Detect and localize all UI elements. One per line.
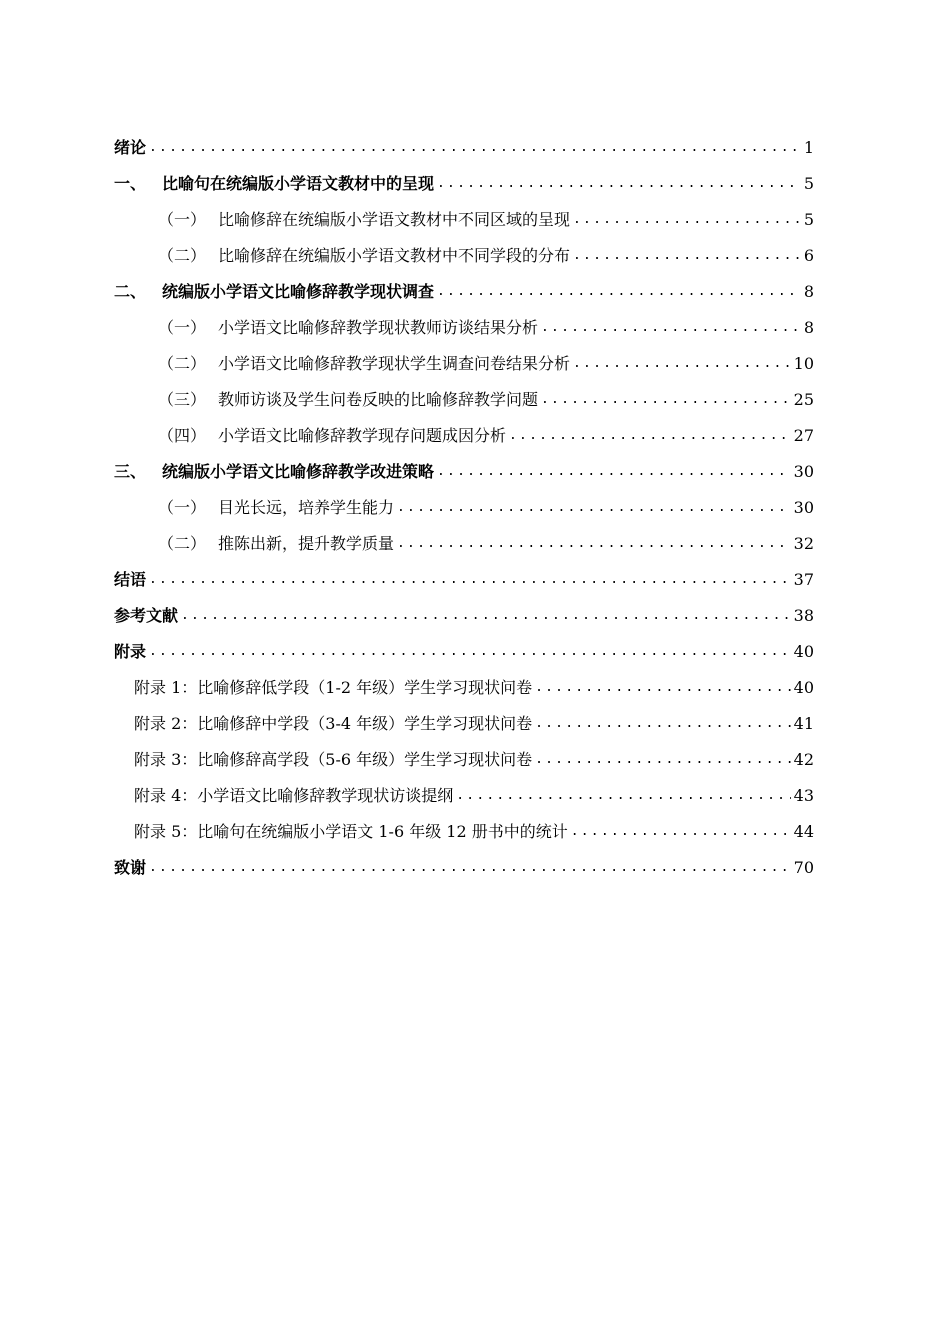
toc-entry-section-3-2[interactable] bbox=[114, 518, 814, 554]
dot-leader bbox=[397, 498, 791, 518]
toc-entry-page: 37 bbox=[793, 570, 814, 589]
toc-entry-title: 目光长远，培养学生能力 bbox=[218, 498, 395, 517]
toc-entry-page: 1 bbox=[803, 138, 814, 157]
toc-entry-number: 三、 bbox=[114, 462, 147, 481]
dot-leader bbox=[535, 678, 791, 698]
dot-leader bbox=[573, 210, 801, 230]
toc-entry-page: 30 bbox=[793, 498, 814, 517]
toc-entry-title: 附录 4：小学语文比喻修辞教学现状访谈提纲 bbox=[134, 786, 454, 805]
dot-leader bbox=[149, 642, 791, 662]
toc-entry-title: 附录 bbox=[114, 642, 147, 661]
toc-entry-number: （二） bbox=[158, 354, 207, 373]
toc-entry-page: 40 bbox=[793, 678, 814, 697]
toc-entry-title: 比喻句在统编版小学语文教材中的呈现 bbox=[162, 174, 435, 193]
toc-entry-page: 43 bbox=[793, 786, 814, 805]
toc-entry-title: 教师访谈及学生问卷反映的比喻修辞教学问题 bbox=[218, 390, 539, 409]
toc-entry-acknowledgements[interactable] bbox=[114, 842, 814, 878]
toc-entry-title: 统编版小学语文比喻修辞教学改进策略 bbox=[162, 462, 435, 481]
toc-entry-number: 一、 bbox=[114, 174, 147, 193]
toc-entry-chapter-2[interactable] bbox=[114, 266, 814, 302]
toc-entry-title: 附录 5：比喻句在统编版小学语文 1-6 年级 12 册书中的统计 bbox=[134, 822, 568, 841]
toc-entry-page: 10 bbox=[793, 354, 814, 373]
toc-entry-page: 40 bbox=[793, 642, 814, 661]
toc-entry-introduction[interactable] bbox=[114, 122, 814, 158]
toc-entry-section-2-3[interactable] bbox=[114, 374, 814, 410]
dot-leader bbox=[456, 786, 790, 806]
toc-entry-page: 42 bbox=[793, 750, 814, 769]
toc-entry-title: 附录 3：比喻修辞高学段（5-6 年级）学生学习现状问卷 bbox=[134, 750, 533, 769]
toc-entry-appendix-2[interactable] bbox=[114, 698, 814, 734]
toc-entry-title: 小学语文比喻修辞教学现存问题成因分析 bbox=[218, 426, 507, 445]
toc-entry-number: 二、 bbox=[114, 282, 147, 301]
toc-entry-page: 6 bbox=[803, 246, 814, 265]
dot-leader bbox=[149, 570, 791, 590]
dot-leader bbox=[535, 750, 791, 770]
toc-entry-references[interactable] bbox=[114, 590, 814, 626]
toc-entry-section-1-1[interactable] bbox=[114, 194, 814, 230]
toc-entry-page: 5 bbox=[803, 210, 814, 229]
toc-entry-section-1-2[interactable] bbox=[114, 230, 814, 266]
toc-entry-page: 41 bbox=[793, 714, 814, 733]
toc-entry-page: 8 bbox=[803, 282, 814, 301]
toc-entry-page: 27 bbox=[793, 426, 814, 445]
dot-leader bbox=[573, 354, 791, 374]
toc-entry-title: 统编版小学语文比喻修辞教学现状调查 bbox=[162, 282, 435, 301]
dot-leader bbox=[541, 390, 791, 410]
toc-entry-number: （一） bbox=[158, 318, 207, 337]
toc-entry-page: 30 bbox=[793, 462, 814, 481]
toc-entry-page: 8 bbox=[803, 318, 814, 337]
toc-entry-page: 70 bbox=[793, 858, 814, 877]
toc-entry-title: 附录 1：比喻修辞低学段（1-2 年级）学生学习现状问卷 bbox=[134, 678, 533, 697]
toc-entry-title: 附录 2：比喻修辞中学段（3-4 年级）学生学习现状问卷 bbox=[134, 714, 533, 733]
toc-entry-section-3-1[interactable] bbox=[114, 482, 814, 518]
toc-entry-appendix-4[interactable] bbox=[114, 770, 814, 806]
dot-leader bbox=[573, 246, 801, 266]
toc-entry-section-2-2[interactable] bbox=[114, 338, 814, 374]
toc-entry-page: 38 bbox=[793, 606, 814, 625]
toc-entry-page: 44 bbox=[793, 822, 814, 841]
toc-entry-page: 25 bbox=[793, 390, 814, 409]
toc-entry-conclusion[interactable] bbox=[114, 554, 814, 590]
toc-entry-number: （三） bbox=[158, 390, 207, 409]
toc-entry-title: 结语 bbox=[114, 570, 147, 589]
table-of-contents bbox=[114, 122, 814, 878]
dot-leader bbox=[571, 822, 791, 842]
toc-entry-title: 比喻修辞在统编版小学语文教材中不同学段的分布 bbox=[218, 246, 571, 265]
toc-entry-section-2-4[interactable] bbox=[114, 410, 814, 446]
toc-entry-chapter-1[interactable] bbox=[114, 158, 814, 194]
toc-entry-title: 小学语文比喻修辞教学现状教师访谈结果分析 bbox=[218, 318, 539, 337]
toc-entry-appendix[interactable] bbox=[114, 626, 814, 662]
toc-entry-number: （四） bbox=[158, 426, 207, 445]
toc-entry-appendix-3[interactable] bbox=[114, 734, 814, 770]
toc-entry-title: 小学语文比喻修辞教学现状学生调查问卷结果分析 bbox=[218, 354, 571, 373]
toc-entry-appendix-5[interactable] bbox=[114, 806, 814, 842]
toc-entry-number: （二） bbox=[158, 246, 207, 265]
toc-entry-number: （二） bbox=[158, 534, 207, 553]
toc-entry-title: 推陈出新，提升教学质量 bbox=[218, 534, 395, 553]
dot-leader bbox=[437, 282, 801, 302]
dot-leader bbox=[535, 714, 791, 734]
toc-entry-appendix-1[interactable] bbox=[114, 662, 814, 698]
dot-leader bbox=[437, 174, 801, 194]
dot-leader bbox=[541, 318, 801, 338]
toc-entry-page: 32 bbox=[793, 534, 814, 553]
dot-leader bbox=[437, 462, 791, 482]
dot-leader bbox=[149, 138, 801, 158]
toc-entry-title: 致谢 bbox=[114, 858, 147, 877]
toc-entry-page: 5 bbox=[803, 174, 814, 193]
toc-entry-title: 绪论 bbox=[114, 138, 147, 157]
dot-leader bbox=[397, 534, 791, 554]
toc-entry-title: 比喻修辞在统编版小学语文教材中不同区域的呈现 bbox=[218, 210, 571, 229]
toc-entry-section-2-1[interactable] bbox=[114, 302, 814, 338]
dot-leader bbox=[181, 606, 791, 626]
toc-entry-number: （一） bbox=[158, 210, 207, 229]
toc-entry-title: 参考文献 bbox=[114, 606, 179, 625]
dot-leader bbox=[149, 858, 791, 878]
dot-leader bbox=[509, 426, 791, 446]
toc-entry-chapter-3[interactable] bbox=[114, 446, 814, 482]
toc-entry-number: （一） bbox=[158, 498, 207, 517]
